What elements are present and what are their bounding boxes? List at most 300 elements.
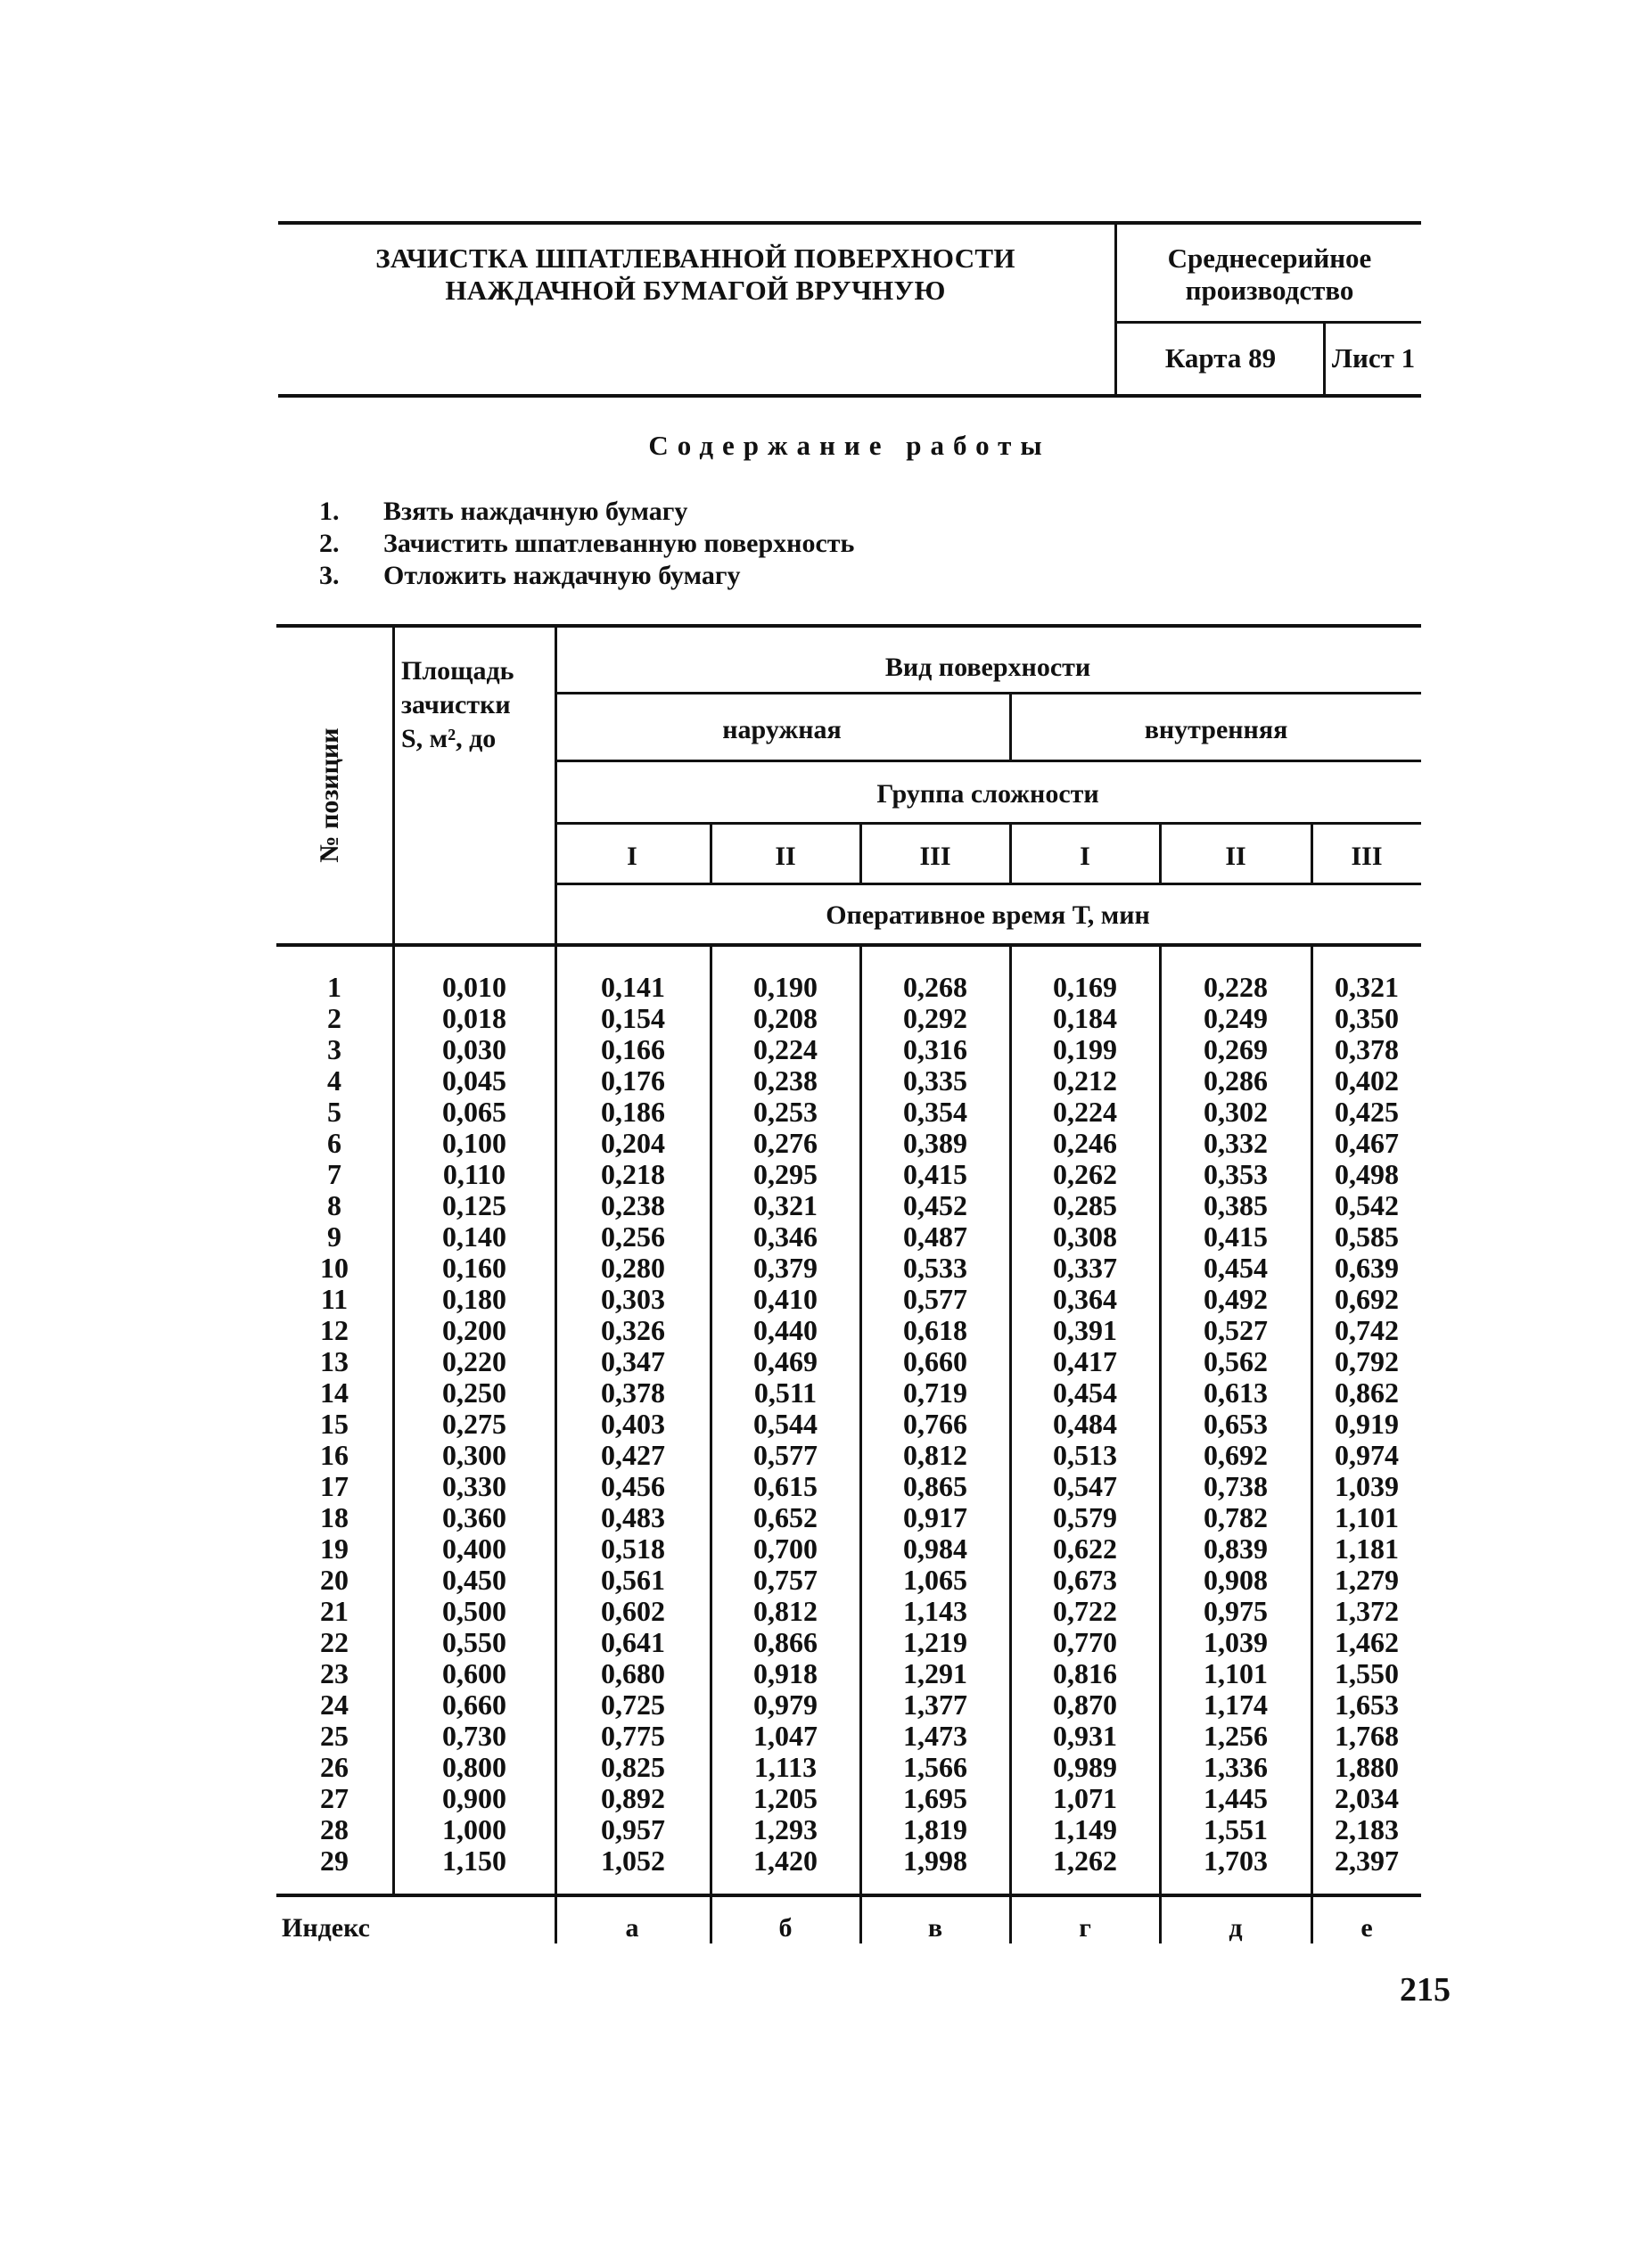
time-cell: 0,246 — [1053, 1127, 1117, 1159]
rule-under-surface-type — [555, 692, 1421, 694]
index-cell: б — [778, 1913, 793, 1943]
header-area-line-2: зачистки — [401, 690, 511, 719]
time-cell: 0,738 — [1204, 1470, 1268, 1502]
time-cell: 0,316 — [903, 1033, 967, 1065]
position-number-cell: 17 — [320, 1470, 349, 1502]
position-number-cell: 29 — [320, 1845, 349, 1877]
table-row — [0, 1440, 1644, 1471]
area-cell: 1,150 — [442, 1845, 506, 1877]
table-row — [0, 1253, 1644, 1284]
page-number: 215 — [1400, 1971, 1451, 2009]
time-cell: 0,770 — [1053, 1626, 1117, 1658]
time-cell: 2,034 — [1335, 1782, 1399, 1814]
time-cell: 0,166 — [601, 1033, 665, 1065]
time-cell: 0,224 — [753, 1033, 818, 1065]
production-type-line-1: Среднесерийное — [1167, 242, 1372, 274]
position-number-cell: 26 — [320, 1751, 349, 1783]
time-cell: 0,602 — [601, 1595, 665, 1627]
time-cell: 0,354 — [903, 1096, 967, 1128]
table-row — [0, 1065, 1644, 1097]
time-cell: 0,722 — [1053, 1595, 1117, 1627]
time-cell: 0,286 — [1204, 1064, 1268, 1097]
time-cell: 0,700 — [753, 1533, 818, 1565]
time-cell: 1,101 — [1204, 1657, 1268, 1689]
time-cell: 0,513 — [1053, 1439, 1117, 1471]
time-cell: 0,238 — [601, 1189, 665, 1221]
work-step — [319, 496, 854, 528]
time-cell: 0,766 — [903, 1408, 967, 1440]
time-cell: 0,295 — [753, 1158, 818, 1190]
work-step — [319, 560, 854, 592]
time-cell: 1,377 — [903, 1689, 967, 1721]
time-cell: 0,199 — [1053, 1033, 1117, 1065]
time-cell: 0,467 — [1335, 1127, 1399, 1159]
time-cell: 0,812 — [903, 1439, 967, 1471]
position-number-cell: 22 — [320, 1626, 349, 1658]
area-cell: 0,100 — [442, 1127, 506, 1159]
header-group-outer-1: I — [627, 842, 637, 871]
time-cell: 0,866 — [753, 1626, 818, 1658]
time-cell: 0,403 — [601, 1408, 665, 1440]
time-cell: 1,293 — [753, 1813, 818, 1845]
header-position-number — [276, 662, 383, 929]
area-cell: 0,045 — [442, 1064, 506, 1097]
position-number-cell: 9 — [327, 1220, 341, 1253]
rule-under-groups — [555, 883, 1421, 885]
header-outer-surface: наружная — [722, 715, 842, 744]
time-cell: 0,238 — [753, 1064, 818, 1097]
position-number-cell: 7 — [327, 1158, 341, 1190]
table-row — [0, 1533, 1644, 1565]
area-cell: 0,220 — [442, 1345, 506, 1377]
table-row — [0, 1565, 1644, 1596]
area-cell: 0,300 — [442, 1439, 506, 1471]
header-operative-time: Оперативное время Т, мин — [826, 900, 1150, 930]
header-group-inner-1: I — [1080, 842, 1090, 871]
area-cell: 0,600 — [442, 1657, 506, 1689]
time-cell: 0,321 — [753, 1189, 818, 1221]
position-number-cell: 2 — [327, 1002, 341, 1034]
time-cell: 0,276 — [753, 1127, 818, 1159]
time-cell: 0,456 — [601, 1470, 665, 1502]
index-label: Индекс — [282, 1913, 370, 1943]
time-cell: 0,757 — [753, 1564, 818, 1596]
time-cell: 1,998 — [903, 1845, 967, 1877]
time-cell: 0,561 — [601, 1564, 665, 1596]
time-cell: 1,047 — [753, 1720, 818, 1752]
table-row — [0, 1658, 1644, 1689]
time-cell: 1,174 — [1204, 1689, 1268, 1721]
time-cell: 1,695 — [903, 1782, 967, 1814]
time-cell: 0,613 — [1204, 1376, 1268, 1409]
time-cell: 0,585 — [1335, 1220, 1399, 1253]
position-number-cell: 8 — [327, 1189, 341, 1221]
area-cell: 0,180 — [442, 1283, 506, 1315]
time-cell: 0,742 — [1335, 1314, 1399, 1346]
time-cell: 0,415 — [1204, 1220, 1268, 1253]
time-cell: 0,652 — [753, 1501, 818, 1533]
table-row — [0, 1752, 1644, 1783]
time-cell: 0,204 — [601, 1127, 665, 1159]
time-cell: 0,378 — [601, 1376, 665, 1409]
time-cell: 1,143 — [903, 1595, 967, 1627]
table-row — [0, 1627, 1644, 1658]
time-cell: 1,653 — [1335, 1689, 1399, 1721]
time-cell: 0,176 — [601, 1064, 665, 1097]
table-row — [0, 1596, 1644, 1627]
time-cell: 0,427 — [601, 1439, 665, 1471]
document-title-line-1: ЗАЧИСТКА ШПАТЛЕВАННОЙ ПОВЕРХНОСТИ — [375, 242, 1015, 274]
time-cell: 0,208 — [753, 1002, 818, 1034]
time-cell: 0,190 — [753, 971, 818, 1003]
position-number-cell: 14 — [320, 1376, 349, 1409]
time-cell: 0,321 — [1335, 971, 1399, 1003]
time-cell: 0,719 — [903, 1376, 967, 1409]
time-cell: 0,256 — [601, 1220, 665, 1253]
time-cell: 0,268 — [903, 971, 967, 1003]
time-cell: 0,579 — [1053, 1501, 1117, 1533]
card-number: Карта 89 — [1164, 342, 1277, 374]
time-cell: 0,839 — [1204, 1533, 1268, 1565]
time-cell: 0,415 — [903, 1158, 967, 1190]
time-cell: 0,452 — [903, 1189, 967, 1221]
position-number-cell: 23 — [320, 1657, 349, 1689]
index-cell: в — [927, 1913, 943, 1943]
time-cell: 0,562 — [1204, 1345, 1268, 1377]
time-cell: 1,420 — [753, 1845, 818, 1877]
time-cell: 1,551 — [1204, 1813, 1268, 1845]
sheet-number: Лист 1 — [1331, 342, 1416, 374]
time-cell: 0,865 — [903, 1470, 967, 1502]
time-cell: 0,218 — [601, 1158, 665, 1190]
time-cell: 0,326 — [601, 1314, 665, 1346]
time-cell: 1,445 — [1204, 1782, 1268, 1814]
time-cell: 1,262 — [1053, 1845, 1117, 1877]
table-row — [0, 1128, 1644, 1159]
time-cell: 1,219 — [903, 1626, 967, 1658]
time-cell: 0,212 — [1053, 1064, 1117, 1097]
time-cell: 0,484 — [1053, 1408, 1117, 1440]
header-area-line-3: S, м², до — [401, 724, 497, 753]
table-row — [0, 1814, 1644, 1845]
time-cell: 1,039 — [1335, 1470, 1399, 1502]
position-number-cell: 12 — [320, 1314, 349, 1346]
time-cell: 0,511 — [753, 1376, 818, 1409]
time-cell: 0,825 — [601, 1751, 665, 1783]
time-cell: 0,454 — [1204, 1252, 1268, 1284]
table-row — [0, 1783, 1644, 1814]
time-cell: 0,577 — [903, 1283, 967, 1315]
work-step-text: Отложить наждачную бумагу — [383, 561, 741, 590]
time-cell: 0,498 — [1335, 1158, 1399, 1190]
time-cell: 0,618 — [903, 1314, 967, 1346]
area-cell: 0,140 — [442, 1220, 506, 1253]
position-number-cell: 25 — [320, 1720, 349, 1752]
time-cell: 0,919 — [1335, 1408, 1399, 1440]
table-row — [0, 972, 1644, 1003]
area-cell: 0,550 — [442, 1626, 506, 1658]
table-row — [0, 1377, 1644, 1409]
time-cell: 0,692 — [1335, 1283, 1399, 1315]
time-cell: 0,892 — [601, 1782, 665, 1814]
time-cell: 0,622 — [1053, 1533, 1117, 1565]
time-cell: 0,353 — [1204, 1158, 1268, 1190]
index-cell: а — [625, 1913, 639, 1943]
time-cell: 0,154 — [601, 1002, 665, 1034]
time-cell: 0,908 — [1204, 1564, 1268, 1596]
area-cell: 0,125 — [442, 1189, 506, 1221]
time-cell: 1,336 — [1204, 1751, 1268, 1783]
time-cell: 0,262 — [1053, 1158, 1117, 1190]
table-row — [0, 1003, 1644, 1034]
area-cell: 0,330 — [442, 1470, 506, 1502]
time-cell: 0,308 — [1053, 1220, 1117, 1253]
table-row — [0, 1221, 1644, 1253]
work-step-number: 3. — [319, 561, 340, 590]
time-cell: 1,768 — [1335, 1720, 1399, 1752]
time-cell: 0,931 — [1053, 1720, 1117, 1752]
time-cell: 0,186 — [601, 1096, 665, 1128]
time-cell: 1,880 — [1335, 1751, 1399, 1783]
time-cell: 1,149 — [1053, 1813, 1117, 1845]
position-number-cell: 15 — [320, 1408, 349, 1440]
time-cell: 2,183 — [1335, 1813, 1399, 1845]
time-cell: 1,256 — [1204, 1720, 1268, 1752]
time-cell: 1,052 — [601, 1845, 665, 1877]
time-cell: 1,113 — [753, 1751, 818, 1783]
time-cell: 0,224 — [1053, 1096, 1117, 1128]
position-number-cell: 4 — [327, 1064, 341, 1097]
time-cell: 0,285 — [1053, 1189, 1117, 1221]
position-number-cell: 5 — [327, 1096, 341, 1128]
table-row — [0, 1034, 1644, 1065]
header-surface-type: Вид поверхности — [884, 653, 1091, 682]
time-cell: 0,347 — [601, 1345, 665, 1377]
table-row — [0, 1409, 1644, 1440]
area-cell: 0,800 — [442, 1751, 506, 1783]
time-cell: 0,870 — [1053, 1689, 1117, 1721]
time-cell: 0,975 — [1204, 1595, 1268, 1627]
time-cell: 0,533 — [903, 1252, 967, 1284]
time-cell: 0,673 — [1053, 1564, 1117, 1596]
time-cell: 0,775 — [601, 1720, 665, 1752]
time-cell: 0,725 — [601, 1689, 665, 1721]
time-cell: 0,269 — [1204, 1033, 1268, 1065]
area-cell: 0,360 — [442, 1501, 506, 1533]
time-cell: 0,249 — [1204, 1002, 1268, 1034]
time-cell: 1,205 — [753, 1782, 818, 1814]
position-number-cell: 13 — [320, 1345, 349, 1377]
time-cell: 1,039 — [1204, 1626, 1268, 1658]
header-complexity-group: Группа сложности — [876, 779, 1099, 809]
area-cell: 0,110 — [442, 1158, 506, 1190]
position-number-cell: 3 — [327, 1033, 341, 1065]
time-cell: 0,918 — [753, 1657, 818, 1689]
time-cell: 0,253 — [753, 1096, 818, 1128]
area-cell: 0,730 — [442, 1720, 506, 1752]
time-cell: 0,492 — [1204, 1283, 1268, 1315]
position-number-cell: 1 — [327, 971, 341, 1003]
time-cell: 0,346 — [753, 1220, 818, 1253]
time-cell: 0,337 — [1053, 1252, 1117, 1284]
time-cell: 1,291 — [903, 1657, 967, 1689]
area-cell: 0,275 — [442, 1408, 506, 1440]
time-cell: 0,782 — [1204, 1501, 1268, 1533]
time-cell: 0,389 — [903, 1127, 967, 1159]
time-cell: 1,279 — [1335, 1564, 1399, 1596]
area-cell: 0,900 — [442, 1782, 506, 1814]
time-cell: 0,410 — [753, 1283, 818, 1315]
position-number-cell: 11 — [320, 1283, 349, 1315]
time-cell: 0,385 — [1204, 1189, 1268, 1221]
time-cell: 0,425 — [1335, 1096, 1399, 1128]
area-cell: 0,250 — [442, 1376, 506, 1409]
table-row — [0, 1845, 1644, 1877]
table-top-rule — [276, 624, 1421, 628]
time-cell: 0,469 — [753, 1345, 818, 1377]
header-group-inner-3: III — [1351, 842, 1383, 871]
time-cell: 0,440 — [753, 1314, 818, 1346]
header-area-line-1: Площадь — [401, 656, 514, 686]
work-step — [319, 528, 854, 560]
area-cell: 0,400 — [442, 1533, 506, 1565]
time-cell: 1,819 — [903, 1813, 967, 1845]
time-cell: 0,862 — [1335, 1376, 1399, 1409]
position-number-cell: 21 — [320, 1595, 349, 1627]
area-cell: 0,010 — [442, 971, 506, 1003]
table-row — [0, 1471, 1644, 1502]
time-cell: 0,979 — [753, 1689, 818, 1721]
index-cell: д — [1229, 1913, 1243, 1943]
time-cell: 0,542 — [1335, 1189, 1399, 1221]
document-title — [294, 242, 1097, 307]
area-cell: 0,660 — [442, 1689, 506, 1721]
time-cell: 0,812 — [753, 1595, 818, 1627]
position-number-cell: 10 — [320, 1252, 349, 1284]
time-cell: 0,454 — [1053, 1376, 1117, 1409]
work-step-number: 1. — [319, 497, 340, 526]
time-cell: 1,566 — [903, 1751, 967, 1783]
table-row — [0, 1315, 1644, 1346]
table-row — [0, 1721, 1644, 1752]
time-cell: 0,402 — [1335, 1064, 1399, 1097]
position-number-cell: 28 — [320, 1813, 349, 1845]
time-cell: 0,228 — [1204, 971, 1268, 1003]
time-cell: 1,071 — [1053, 1782, 1117, 1814]
time-cell: 1,462 — [1335, 1626, 1399, 1658]
time-cell: 0,639 — [1335, 1252, 1399, 1284]
production-type — [1118, 242, 1421, 307]
position-number-cell: 20 — [320, 1564, 349, 1596]
time-cell: 0,280 — [601, 1252, 665, 1284]
time-cell: 1,065 — [903, 1564, 967, 1596]
index-cell: г — [1079, 1913, 1091, 1943]
time-cell: 0,792 — [1335, 1345, 1399, 1377]
time-cell: 0,660 — [903, 1345, 967, 1377]
time-cell: 0,292 — [903, 1002, 967, 1034]
time-cell: 0,379 — [753, 1252, 818, 1284]
time-cell: 0,483 — [601, 1501, 665, 1533]
time-cell: 0,615 — [753, 1470, 818, 1502]
time-cell: 1,101 — [1335, 1501, 1399, 1533]
time-cell: 0,527 — [1204, 1314, 1268, 1346]
time-cell: 0,417 — [1053, 1345, 1117, 1377]
header-area — [401, 654, 562, 756]
time-cell: 0,378 — [1335, 1033, 1399, 1065]
header-group-outer-3: III — [919, 842, 951, 871]
table-row — [0, 1689, 1644, 1721]
time-cell: 0,680 — [601, 1657, 665, 1689]
area-cell: 0,018 — [442, 1002, 506, 1034]
time-cell: 0,957 — [601, 1813, 665, 1845]
production-type-line-2: производство — [1185, 275, 1354, 306]
header-top-rule — [278, 221, 1421, 225]
area-cell: 0,160 — [442, 1252, 506, 1284]
time-cell: 0,518 — [601, 1533, 665, 1565]
position-number-cell: 16 — [320, 1439, 349, 1471]
time-cell: 0,364 — [1053, 1283, 1117, 1315]
table-bottom-rule — [276, 1894, 1421, 1897]
table-row — [0, 1502, 1644, 1533]
time-cell: 0,487 — [903, 1220, 967, 1253]
header-divider — [1114, 221, 1117, 398]
time-cell: 0,391 — [1053, 1314, 1117, 1346]
document-title-line-2: НАЖДАЧНОЙ БУМАГОЙ ВРУЧНУЮ — [445, 275, 946, 306]
time-cell: 0,974 — [1335, 1439, 1399, 1471]
table-row — [0, 1190, 1644, 1221]
time-cell: 0,169 — [1053, 971, 1117, 1003]
position-number-cell: 6 — [327, 1127, 341, 1159]
position-number-cell: 19 — [320, 1533, 349, 1565]
time-cell: 1,703 — [1204, 1845, 1268, 1877]
header-position-number-text: № позиции — [315, 727, 344, 863]
table-row — [0, 1097, 1644, 1128]
work-step-text: Взять наждачную бумагу — [383, 497, 688, 526]
time-cell: 0,989 — [1053, 1751, 1117, 1783]
header-bottom-rule — [278, 394, 1421, 398]
time-cell: 1,473 — [903, 1720, 967, 1752]
time-cell: 1,181 — [1335, 1533, 1399, 1565]
time-cell: 0,184 — [1053, 1002, 1117, 1034]
work-contents-heading: Содержание работы — [648, 430, 1051, 461]
header-inner-surface: внутренняя — [1144, 715, 1288, 744]
area-cell: 0,030 — [442, 1033, 506, 1065]
time-cell: 0,335 — [903, 1064, 967, 1097]
table-row — [0, 1284, 1644, 1315]
position-number-cell: 27 — [320, 1782, 349, 1814]
area-cell: 0,065 — [442, 1096, 506, 1128]
work-steps-list — [319, 496, 854, 592]
time-cell: 0,544 — [753, 1408, 818, 1440]
time-cell: 0,984 — [903, 1533, 967, 1565]
time-cell: 2,397 — [1335, 1845, 1399, 1877]
time-cell: 1,372 — [1335, 1595, 1399, 1627]
position-number-cell: 18 — [320, 1501, 349, 1533]
time-cell: 0,577 — [753, 1439, 818, 1471]
time-cell: 0,641 — [601, 1626, 665, 1658]
table-header-bottom-rule — [276, 943, 1421, 947]
table-row — [0, 1346, 1644, 1377]
area-cell: 1,000 — [442, 1813, 506, 1845]
header-mid-rule — [1114, 321, 1421, 324]
header-group-inner-2: II — [1225, 842, 1246, 871]
position-number-cell: 24 — [320, 1689, 349, 1721]
work-step-number: 2. — [319, 529, 340, 558]
time-cell: 0,816 — [1053, 1657, 1117, 1689]
time-cell: 1,550 — [1335, 1657, 1399, 1689]
time-cell: 0,303 — [601, 1283, 665, 1315]
time-cell: 0,302 — [1204, 1096, 1268, 1128]
